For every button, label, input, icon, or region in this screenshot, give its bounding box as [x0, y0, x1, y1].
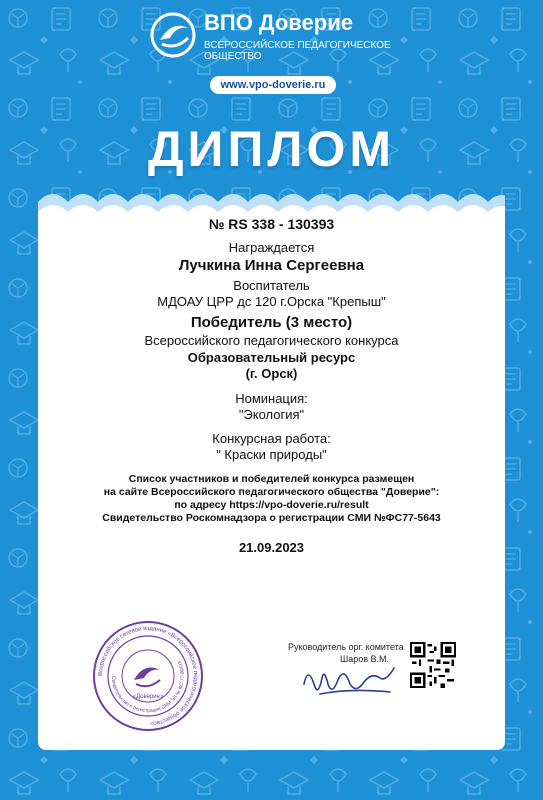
qr-code[interactable] [410, 642, 456, 688]
logo-subtitle-line-1: ВСЕРОССИЙСКОЕ ПЕДАГОГИЧЕСКОЕ [204, 40, 391, 51]
work-title: " Краски природы" [216, 447, 327, 462]
award-place: Победитель (3 место) [190, 314, 353, 331]
recipient-position: Воспитатель [233, 278, 310, 293]
diploma-title: ДИПЛОМ [147, 121, 396, 177]
info-line-2: на сайте Всероссийского педагогического общества "Доверие": [103, 486, 440, 498]
contest-name: Всероссийского педагогического конкурса [144, 333, 399, 348]
signature-scribble [300, 650, 410, 710]
nomination-value: "Экология" [238, 407, 305, 422]
stamp-center-text: «Доверие» [132, 694, 164, 700]
info-line-1: Список участников и победителей конкурса размещен [128, 473, 415, 485]
logo-subtitle [204, 40, 404, 62]
contest-direction: Образовательный ресурс [187, 350, 356, 365]
stamp-inner-text: Свидетельство о регистрации СМИ ЭЛ № ФС 77-56433 [109, 659, 187, 715]
signature-label: Руководитель орг. комитета [288, 642, 404, 652]
info-line-4: Свидетельство Роскомнадзора о регистрации СМИ №ФС77-5643 [102, 512, 441, 524]
stamp-seal [92, 620, 204, 732]
awarded-label: Награждается [228, 240, 315, 255]
website-link[interactable]: www.vpo-doverie.ru [210, 76, 336, 94]
logo-mark-icon [150, 12, 196, 58]
issue-date: 21.09.2023 [238, 540, 305, 555]
logo-subtitle-line-2: ОБЩЕСТВО [204, 51, 262, 62]
stamp-outer-text: Всероссийское сетевое издание «Всероссийское педагогическое общество» [97, 625, 199, 726]
nomination-label: Номинация: [235, 391, 308, 406]
work-label: Конкурсная работа: [212, 431, 331, 446]
info-block [38, 473, 505, 525]
city: (г. Орск) [245, 366, 298, 381]
logo[interactable] [150, 10, 410, 72]
diploma-content [38, 214, 505, 555]
recipient-organization: МДОАУ ЦРР дс 120 г.Орска "Крепыш" [157, 294, 386, 309]
info-line-3: по адресу https://vpo-doverie.ru/result [174, 499, 369, 511]
diploma-number: № RS 338 - 130393 [208, 216, 335, 232]
logo-title: ВПО Доверие [204, 10, 353, 35]
signature-name: Шаров В.М. [340, 654, 390, 664]
recipient-name: Лучкина Инна Сергеевна [178, 257, 365, 274]
